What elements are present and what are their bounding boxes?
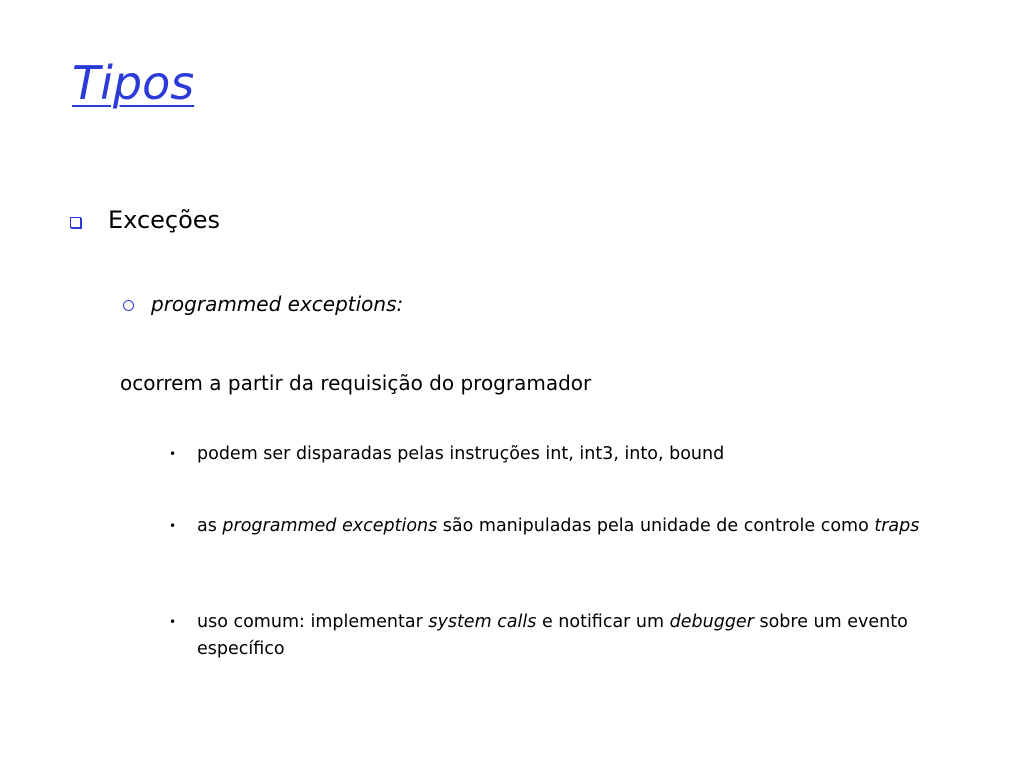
bullet-level1 <box>70 206 220 234</box>
small-dot-bullet-icon: • <box>169 447 177 461</box>
hollow-circle-bullet-icon <box>123 300 134 311</box>
bullet-item <box>169 441 959 468</box>
emphasis-text: programmed exceptions <box>222 516 438 536</box>
small-dot-bullet-icon: • <box>169 519 177 533</box>
bullet-item-text: podem ser disparadas pelas instruções int, int3, into, bound <box>197 444 725 464</box>
text-segment: uso comum: implementar <box>197 612 429 632</box>
emphasis-text: traps <box>874 516 920 536</box>
text-segment: as <box>197 516 223 536</box>
text-segment: e notificar um <box>536 612 670 632</box>
bullet-level1-text: Exceções <box>108 206 221 234</box>
bullet-item <box>169 609 959 663</box>
emphasis-text: debugger <box>669 612 754 632</box>
small-dot-bullet-icon: • <box>169 615 177 629</box>
bullet-level2 <box>123 292 403 316</box>
text-segment: sobre um evento específico <box>197 612 908 659</box>
text-segment: são manipuladas pela unidade de controle como <box>437 516 875 536</box>
bullet-item <box>169 513 959 540</box>
slide-title: Tipos <box>72 56 195 110</box>
bullet-item-text <box>197 609 959 663</box>
emphasis-text: system calls <box>428 612 537 632</box>
bullet-level2-text: programmed exceptions: <box>151 292 404 316</box>
hollow-square-bullet-icon <box>70 217 81 228</box>
body-paragraph: ocorrem a partir da requisição do programador <box>120 371 592 395</box>
bullet-item-text <box>197 513 919 540</box>
